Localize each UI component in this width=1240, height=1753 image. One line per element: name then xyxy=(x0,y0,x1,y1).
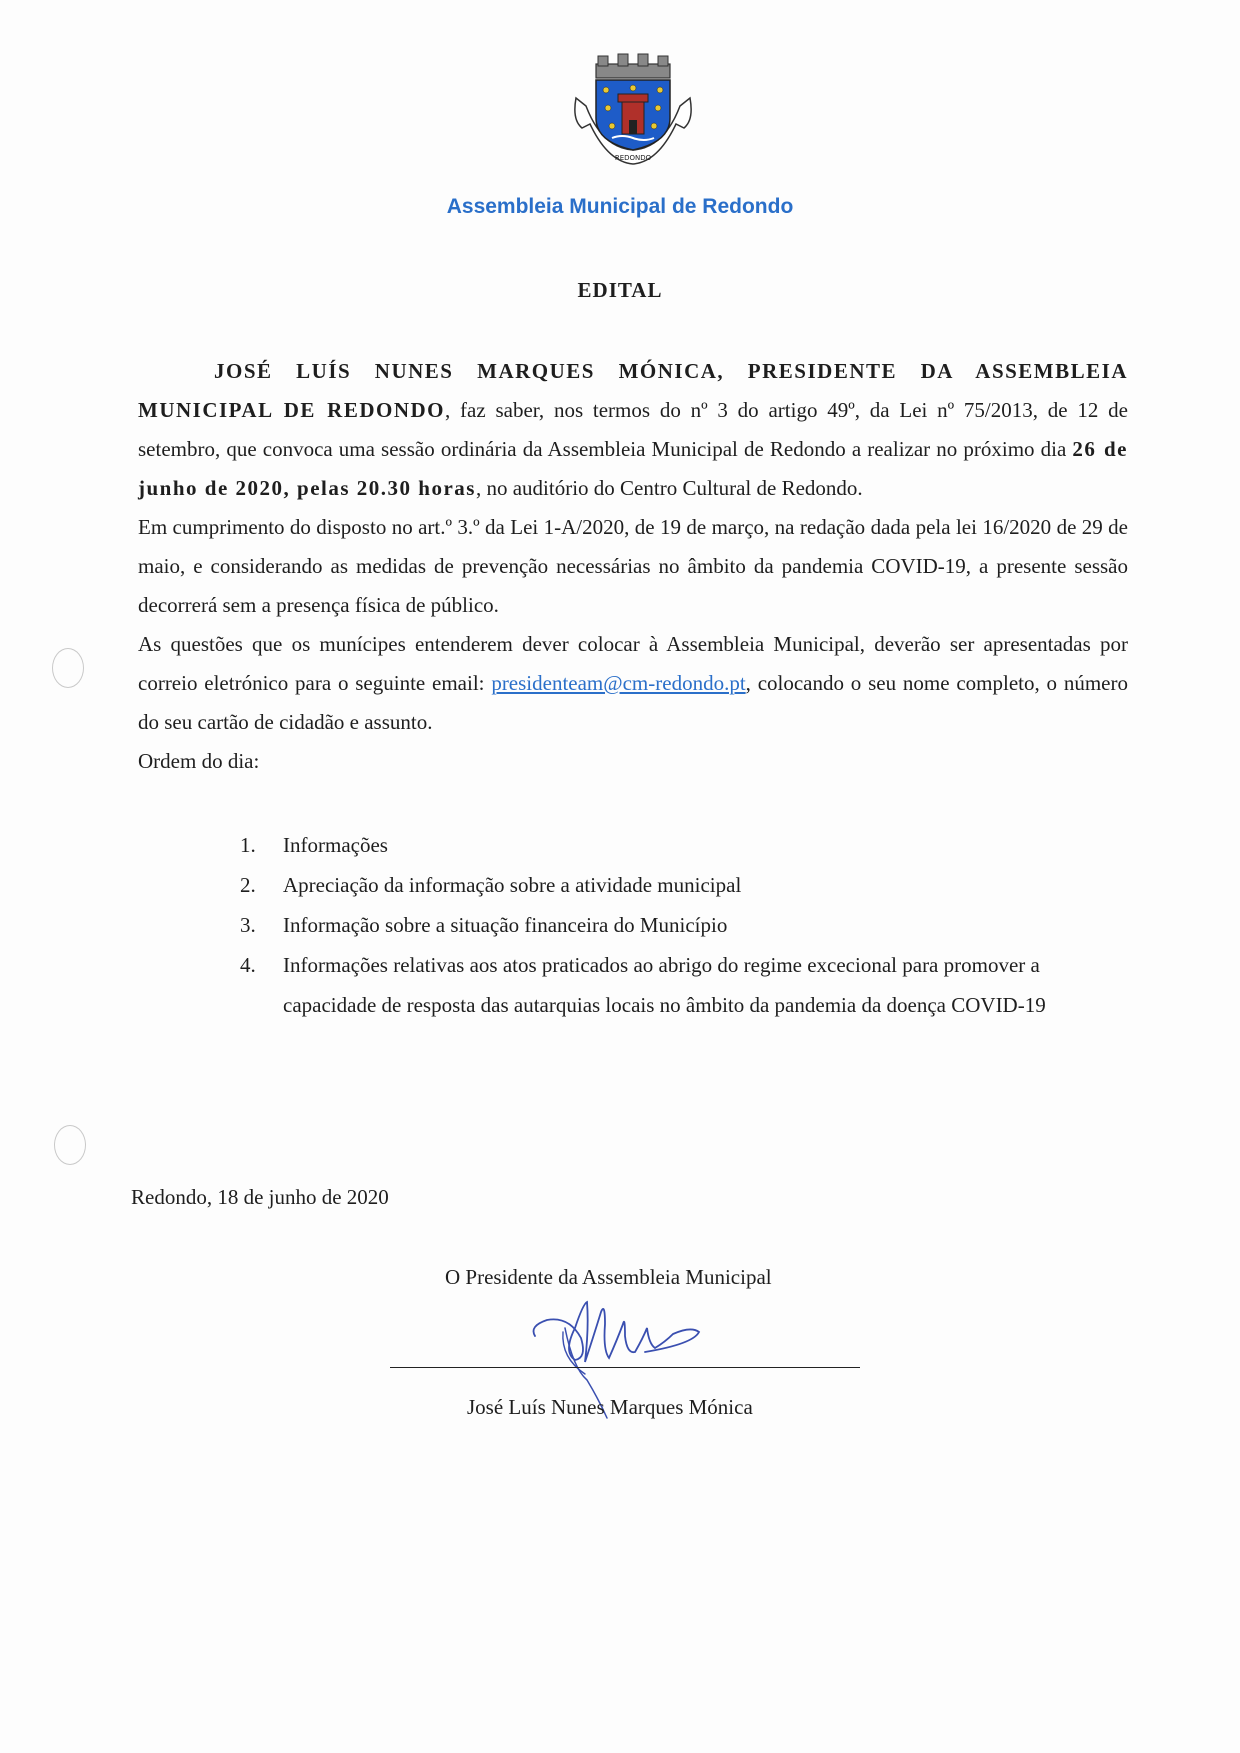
punch-hole-top xyxy=(52,648,84,688)
document-body xyxy=(138,352,1128,781)
covid-paragraph: Em cumprimento do disposto no art.º 3.º da Lei 1-A/2020, de 19 de março, na redação dada pela lei 16/2020 de 29 de maio, e considerando as medidas de prevenção necessárias no âmbito da pandemia COVID-19, a presente sessão decorrerá sem a presença física de público. xyxy=(138,515,1128,617)
signatory-role: O Presidente da Assembleia Municipal xyxy=(445,1265,772,1289)
questions-paragraph xyxy=(138,625,1128,742)
signatory-name: José Luís Nunes Marques Mónica xyxy=(467,1395,753,1419)
document-title: EDITAL xyxy=(577,278,663,302)
place-date: Redondo, 18 de junho de 2020 xyxy=(131,1185,389,1209)
email-link[interactable]: presidenteam@cm-redondo.pt xyxy=(491,671,746,695)
agenda-item-number: 3. xyxy=(240,913,256,937)
agenda-item xyxy=(240,865,1130,905)
agenda-list xyxy=(240,825,1130,1025)
convocation-text-b: , no auditório do Centro Cultural de Redondo. xyxy=(475,476,863,500)
crest-ribbon-text: REDONDO xyxy=(614,154,652,162)
questions-text-a: As questões que os munícipes entenderem dever colocar à Assembleia Municipal, deverão ser apresentadas por correio eletrónico para o seguinte email: xyxy=(138,632,1128,695)
agenda-item xyxy=(240,945,1130,1025)
signature-line xyxy=(390,1367,860,1368)
organization-name: Assembleia Municipal de Redondo xyxy=(446,195,794,218)
agenda-item-number: 2. xyxy=(240,873,256,897)
agenda-item-text: Informações xyxy=(283,833,388,857)
convocation-text-a: , faz saber, nos termos do nº 3 do artigo 49º, da Lei nº 75/2013, de 12 de setembro, que convoca uma sessão ordinária da Assembleia Municipal de Redondo a realizar no próximo dia xyxy=(138,398,1128,461)
agenda-item xyxy=(240,905,1130,945)
agenda-item-number: 1. xyxy=(240,833,256,857)
agenda-item-text: Apreciação da informação sobre a atividade municipal xyxy=(283,873,742,897)
punch-hole-bottom xyxy=(54,1125,86,1165)
agenda-item-number: 4. xyxy=(240,953,256,977)
questions-text-b: , colocando o seu nome completo, o número do seu cartão de cidadão e assunto. xyxy=(138,671,1128,734)
agenda-label: Ordem do dia: xyxy=(138,749,260,773)
session-date-bold: 26 de junho de 2020, pelas 20.30 horas xyxy=(138,437,1128,500)
agenda-item-text: Informações relativas aos atos praticados ao abrigo do regime excecional para promover a capacidade de resposta das autarquias locais no âmbito da pandemia da doença COVID-19 xyxy=(283,953,1046,1017)
agenda-item xyxy=(240,825,1130,865)
president-name-bold: JOSÉ LUÍS NUNES MARQUES MÓNICA, PRESIDENTE DA ASSEMBLEIA MUNICIPAL DE REDONDO xyxy=(138,359,1128,422)
convocation-paragraph xyxy=(138,352,1128,508)
agenda-item-text: Informação sobre a situação financeira do Município xyxy=(283,913,728,937)
municipal-coat-of-arms-icon xyxy=(568,50,698,175)
